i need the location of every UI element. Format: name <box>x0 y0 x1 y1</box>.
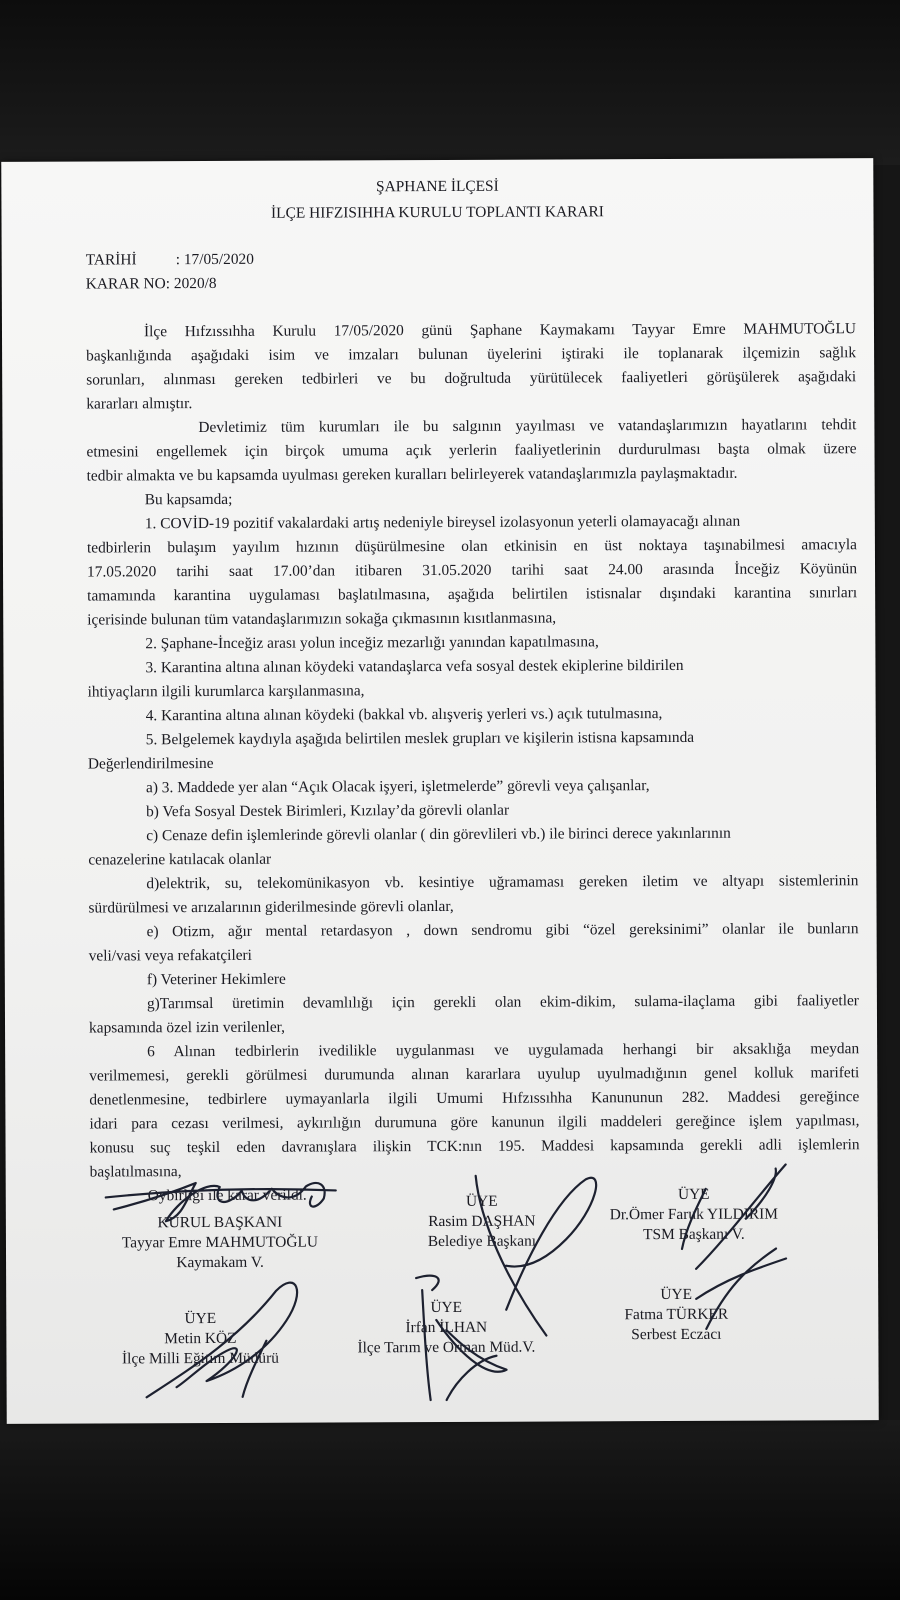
item-1-line: tedbirlerin bulaşım yayılım hızının düşürülmesine olan etkinisin en üst noktaya taşınabilmesi amacıyla <box>86 536 857 557</box>
intro-line: sorunları, alınması gereken tedbirleri ve bu doğrultuda yürütülecek faaliyetleri görüşülerek aşağıdaki <box>86 368 857 389</box>
decision-number: KARAR NO: 2020/8 <box>85 274 217 293</box>
intro-line: İlçe Hıfzıssıhha Kurulu 17/05/2020 günü Şaphane Kaymakamı Tayyar Emre MAHMUTOĞLU <box>143 320 857 341</box>
item-6-line: konusu suç teşkil eden davranışlara ilişkin TCK:nın 195. Maddesi kapsamında gerekli adli işlemlerin <box>89 1136 860 1157</box>
member-metin-block <box>90 1309 310 1370</box>
sub-item-c-line: cenazelerine katılacak olanlar <box>88 850 272 869</box>
chair-role: Kaymakam V. <box>176 1253 264 1272</box>
member-label: ÜYE <box>660 1285 693 1304</box>
date-value: : 17/05/2020 <box>175 250 254 269</box>
member-name: Dr.Ömer Faruk YILDIRIM <box>609 1205 779 1224</box>
sub-item-c-line: c) Cenaze defin işlemlerinde görevli olanlar ( din görevlileri vb.) ile birinci derece yakınlarının <box>146 824 731 845</box>
dark-background-top <box>0 0 900 165</box>
member-label: ÜYE <box>677 1185 710 1203</box>
paragraph-line: etmesini engellemek için birçok umuma açık yerlerin faaliyetlerinin durdurulması başta olmak üzere <box>86 440 857 461</box>
member-role: TSM Başkanı V. <box>643 1225 745 1244</box>
item-2: 2. Şaphane-İnceğiz arası yolun inceğiz mezarlığı yanından kapatılmasına, <box>145 633 599 653</box>
chair-title: KURUL BAŞKANI <box>157 1213 283 1232</box>
member-omer-block <box>584 1184 804 1245</box>
item-4: 4. Karantina altına alınan köydeki (bakkal vb. alışveriş yerleri vs.) açık tutulmasına, <box>145 705 663 725</box>
member-name: Rasim DAŞHAN <box>428 1212 536 1231</box>
sub-item-d-line: d)elektrik, su, telekomünikasyon vb. kesintiye uğramaması gereken iletim ve altyapı sistemlerinin <box>146 872 859 893</box>
item-1-line: 17.05.2020 tarihi saat 17.00’dan itibaren 31.05.2020 tarihi saat 24.00 arasında İnceğiz Köyünün <box>87 560 858 581</box>
member-label: ÜYE <box>184 1309 217 1328</box>
sub-item-b: b) Vefa Sosyal Destek Birimleri, Kızılay’da görevli olanlar <box>146 801 510 821</box>
member-label: ÜYE <box>430 1298 463 1317</box>
item-6-line: verilmemesi, gerekli görülmesi durumunda alınan kararlara uyulup uyulmadığının genel kolluk marifeti <box>89 1064 860 1085</box>
sub-item-d-line: sürdürülmesi ve arızalarının giderilmesinde görevli olanlar, <box>88 897 454 917</box>
item-3-line: ihtiyaçların ilgili kurumlarca karşılanmasına, <box>87 682 365 701</box>
intro-line: başkanlığında aşağıdaki isim ve imzaları bulunan üyelerini iştiraki ile toplanarak ilçemizin sağlık <box>86 344 857 365</box>
date-label: TARİHİ <box>85 251 137 269</box>
sub-item-g-line: g)Tarımsal üretimin devamlılığı için gerekli olan ekim-dikim, sulama-ilaçlama gibi faaliyetler <box>146 992 859 1013</box>
sub-item-e-line: e) Otizm, ağır mental retardasyon , down sendromu gibi “özel gereksinimi” olanlar ile bunların <box>146 920 859 941</box>
document-subtitle: İLÇE HIFZISIHHA KURULU TOPLANTI KARARI <box>270 203 604 222</box>
member-label: ÜYE <box>465 1192 498 1210</box>
member-name: Fatma TÜRKER <box>624 1305 729 1324</box>
sub-item-a: a) 3. Maddede yer alan “Açık Olacak işyeri, işletmelerde” görevli veya çalışanlar, <box>145 777 650 797</box>
member-irfan-block <box>336 1297 556 1358</box>
member-name: İrfan İLHAN <box>405 1318 488 1337</box>
sub-item-e-line: veli/vasi veya refakatçileri <box>88 946 252 965</box>
member-role: İlçe Milli Eğitim Müdürü <box>121 1349 279 1368</box>
item-1-line: içerisinde bulunan tüm vatandaşlarımızın sokağa çıkmasının kısıtlanmasına, <box>87 609 557 629</box>
closing-statement: Oybirliği ile karar verildi. <box>147 1186 307 1205</box>
dark-background-bottom <box>0 1420 900 1600</box>
paragraph-line: tedbir almakta ve bu kapsamda uyulması gereken kuralları belirleyerek vatandaşlarımızla paylaşmaktadır. <box>86 464 738 485</box>
item-6-line: idari para cezası verilmesi, aykırılığın durumuna göre kanunun ilgili maddeleri gereğince işlem yapılması, <box>89 1112 860 1133</box>
document-page <box>1 158 878 1424</box>
paragraph-line: Devletimiz tüm kurumları ile bu salgının yayılması ve vatandaşlarımızın hayatlarını tehdit <box>198 416 857 437</box>
item-5-line: Değerlendirilmesine <box>87 754 214 773</box>
member-name: Metin KÖZ <box>164 1329 237 1348</box>
item-1-line: 1. COVİD-19 pozitif vakalardaki artış nedeniyle bireysel izolasyonun yeterli olamayacağı alınan <box>144 512 741 533</box>
chair-name: Tayyar Emre MAHMUTOĞLU <box>121 1233 319 1252</box>
member-fatma-block <box>596 1285 756 1346</box>
item-1-line: tamamında karantina uygulaması başlatılmasına, aşağıda belirtilen istisnalar dışındaki karantina sınırları <box>87 584 858 605</box>
member-role: Belediye Başkanı <box>427 1232 537 1251</box>
item-6-line: 6 Alınan tedbirlerin ivedilikle uygulanması ve uygulamada herhangi bir aksaklığa meydan <box>147 1040 860 1061</box>
member-role: Serbest Eczacı <box>631 1325 722 1344</box>
sub-item-f: f) Veteriner Hekimlere <box>146 970 286 989</box>
sub-item-g-line: kapsamında özel izin verilenler, <box>88 1018 286 1037</box>
document-title: ŞAPHANE İLÇESİ <box>375 177 499 196</box>
member-rasim-block <box>402 1191 562 1252</box>
item-5-line: 5. Belgelemek kaydıyla aşağıda belirtilen meslek grupları ve kişilerin istisna kapsamında <box>145 728 695 749</box>
item-3-line: 3. Karantina altına alınan köydeki vatandaşlarca vefa sosyal destek ekiplerine bildirilen <box>145 656 684 677</box>
scope-heading: Bu kapsamda; <box>144 490 233 509</box>
member-role: İlçe Tarım ve Orman Müd.V. <box>357 1338 536 1357</box>
chair-signature-block <box>90 1212 350 1273</box>
item-6-line: başlatılmasına, <box>89 1163 182 1181</box>
item-6-line: denetlenmesine, tedbirlere uymayanlarla ilgili Umumi Hıfzıssıhha Kanununun 282. Maddesi gereğince <box>89 1088 860 1109</box>
intro-line: kararları almıştır. <box>86 395 193 413</box>
